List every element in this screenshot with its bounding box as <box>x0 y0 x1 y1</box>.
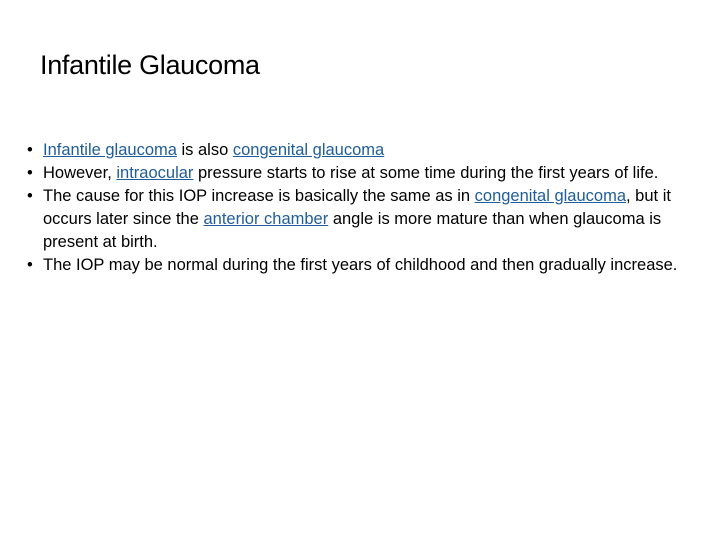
slide-title: Infantile Glaucoma <box>40 50 260 80</box>
bullet-text: The IOP may be normal during the first years of childhood and then gradually increase. <box>43 256 678 274</box>
link-infantile-glaucoma[interactable]: Infantile glaucoma <box>43 141 177 159</box>
bullet-text: is also <box>176 141 233 159</box>
bullet-item <box>27 185 697 254</box>
link-intraocular[interactable]: intraocular <box>116 164 194 182</box>
link-anterior-chamber[interactable]: anterior chamber <box>203 210 329 228</box>
bullet-item <box>27 254 697 277</box>
bullet-dot: • <box>27 256 33 274</box>
bullet-text: The cause for this IOP increase is basically the same as in <box>43 187 475 205</box>
bullet-text: pressure starts to rise at some time during the first years of life. <box>193 164 659 182</box>
bullet-item <box>27 139 697 162</box>
bullet-dot: • <box>27 187 33 205</box>
bullet-text: , but it occurs later since the <box>43 187 671 228</box>
bullet-list <box>27 139 697 277</box>
bullet-dot: • <box>27 164 33 182</box>
link-congenital-glaucoma-2[interactable]: congenital glaucoma <box>474 187 627 205</box>
link-congenital-glaucoma[interactable]: congenital glaucoma <box>232 141 385 159</box>
bullet-item <box>27 162 697 185</box>
bullet-text: However, <box>43 164 117 182</box>
bullet-text: angle is more mature than when glaucoma is present at birth. <box>43 210 662 251</box>
bullet-dot: • <box>27 141 33 159</box>
